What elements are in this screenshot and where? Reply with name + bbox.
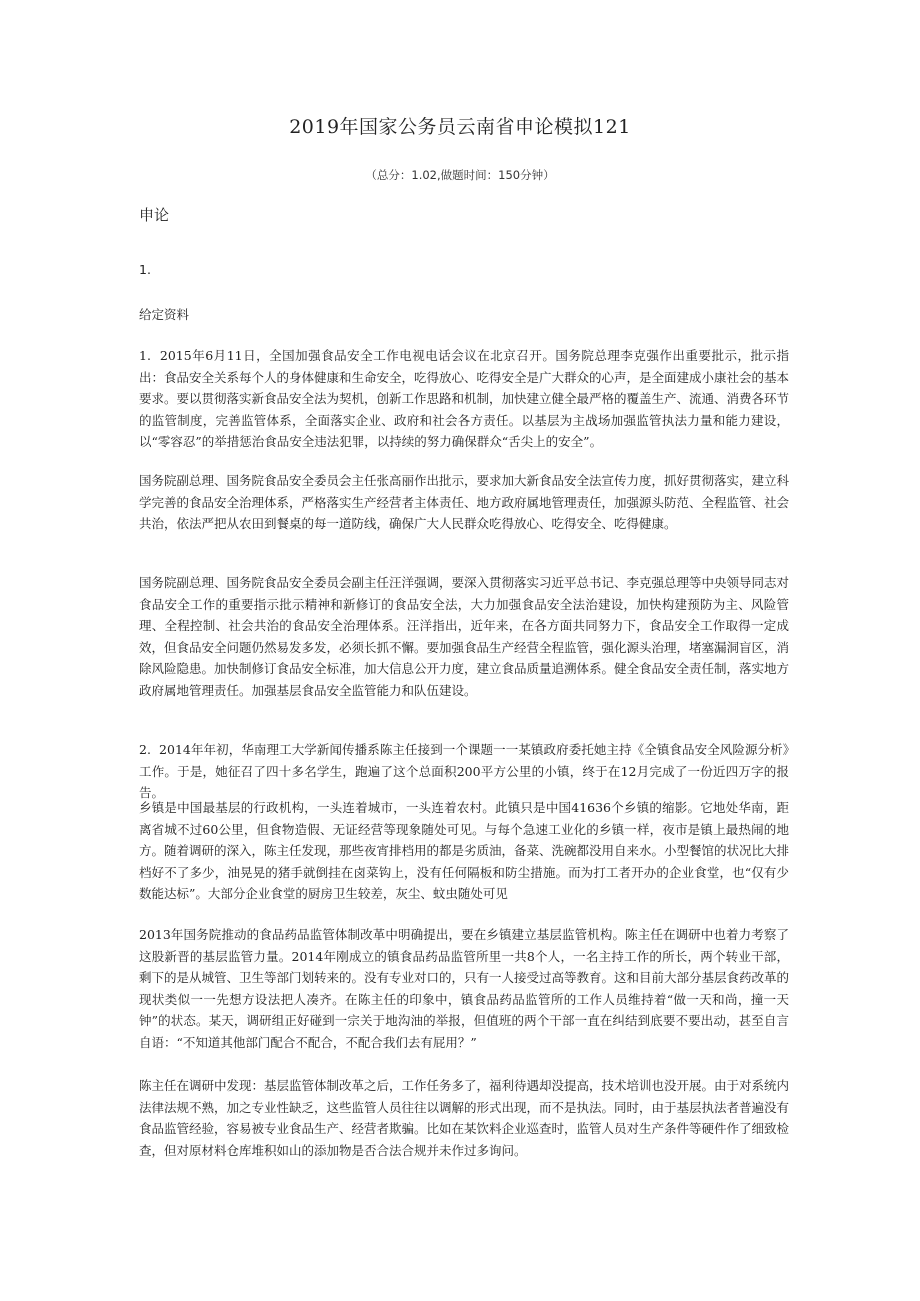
- paragraph: 乡镇是中国最基层的行政机构，一头连着城市，一头连着农村。此镇只是中国41636个乡镇的缩影。它地处华南，距离省城不过60公里，但食物造假、无证经营等现象随处可见。与每个急速工业化的乡镇一样，夜市是镇上最热闹的地方。随着调研的深入，陈主任发现，那些夜宵排档用的都是劣质油，备菜、洗碗都没用自来水。小型餐馆的状况比大排档好不了多少，油晃晃的猪手就倒挂在卤菜钩上，没有任何隔板和防尘措施。而为打工者开办的企业食堂，也“仅有少数能达标”。大部分企业食堂的厨房卫生较差，灰尘、蚊虫随处可见: [139, 800, 790, 901]
- paragraph: 2013年国务院推动的食品药品监管体制改革中明确提出，要在乡镇建立基层监管机构。陈主任在调研中也着力考察了这股新晋的基层监管力量。2014年刚成立的镇食品药品监管所里一共8个人，一名主持工作的所长，两个转业干部，剩下的是从城管、卫生等部门划转来的。没有专业对口的，只有一人接受过高等教育。这和目前大部分基层食药改革的现状类似一一先想方设法把人凑齐。在陈主任的印象中，镇食品药品监管所的工作人员维持着“做一天和尚，撞一天钟”的状态。某天，调研组正好碰到一宗关于地沟油的举报，但值班的两个干部一直在纠结到底要不要出动，甚至自言自语：“不知道其他部门配合不配合，不配合我们去有屁用？”: [139, 927, 790, 1050]
- paragraph: 国务院副总理、国务院食品安全委员会副主任汪洋强调，要深入贯彻落实习近平总书记、李克强总理等中央领导同志对食品安全工作的重要指示批示精神和新修订的食品安全法，大力加强食品安全法治建设，加快构建预防为主、风险管理、全程控制、社会共治的食品安全治理体系。汪洋指出，近年来，在各方面共同努力下，食品安全工作取得一定成效，但食品安全问题仍然易发多发，必须长抓不懈。要加强食品生产经营全程监管，强化源头治理，堵塞漏洞盲区，消除风险隐患。加快制修订食品安全标准，加大信息公开力度，建立食品质量追溯体系。健全食品安全责任制，落实地方政府属地管理责任。加强基层食品安全监管能力和队伍建设。: [139, 575, 790, 698]
- paragraph: 国务院副总理、国务院食品安全委员会主任张高丽作出批示，要求加大新食品安全法宣传力度，抓好贯彻落实，建立科学完善的食品安全治理体系，严格落实生产经营者主体责任、地方政府属地管理责任，加强源头防范、全程监管、社会共治，依法严把从农田到餐桌的每一道防线，确保广大人民群众吃得放心、吃得安全、吃得健康。: [139, 473, 790, 531]
- document-title: 2019年国家公务员云南省申论模拟121: [289, 116, 631, 138]
- exam-info: （总分：1.02,做题时间：150分钟）: [365, 168, 555, 182]
- paragraph: 2. 2014年年初，华南理工大学新闻传播系陈主任接到一个课题一一某镇政府委托她主持《全镇食品安全风险源分析》工作。于是，她征召了四十多名学生，跑遍了这个总面积200平方公里的小镇，终于在12月完成了一份近四万字的报告。: [139, 742, 789, 800]
- section-heading: 申论: [139, 206, 170, 224]
- material-label: 给定资料: [139, 307, 190, 322]
- paragraph: 陈主任在调研中发现：基层监管体制改革之后，工作任务多了，福利待遇却没提高，技术培训也没开展。由于对系统内法律法规不熟，加之专业性缺乏，这些监管人员往往以调解的形式出现，而不是执法。同时，由于基层执法者普遍没有食品监管经验，容易被专业食品生产、经营者欺骗。比如在某饮料企业巡查时，监管人员对生产条件等硬件作了细致检查，但对原材料仓库堆积如山的添加物是否合法合规并未作过多询问。: [139, 1078, 790, 1158]
- paragraph: 1. 2015年6月11日，全国加强食品安全工作电视电话会议在北京召开。国务院总理李克强作出重要批示，批示指出：食品安全关系每个人的身体健康和生命安全，吃得放心、吃得安全是广大群众的心声，是全面建成小康社会的基本要求。要以贯彻落实新食品安全法为契机，创新工作思路和机制，加快建立健全最严格的覆盖生产、流通、消费各环节的监管制度，完善监管体系，全面落实企业、政府和社会各方责任。以基层为主战场加强监管执法力量和能力建设，以“零容忍”的举措惩治食品安全违法犯罪，以持续的努力确保群众“舌尖上的安全”。: [139, 348, 790, 449]
- question-number: 1.: [139, 262, 151, 277]
